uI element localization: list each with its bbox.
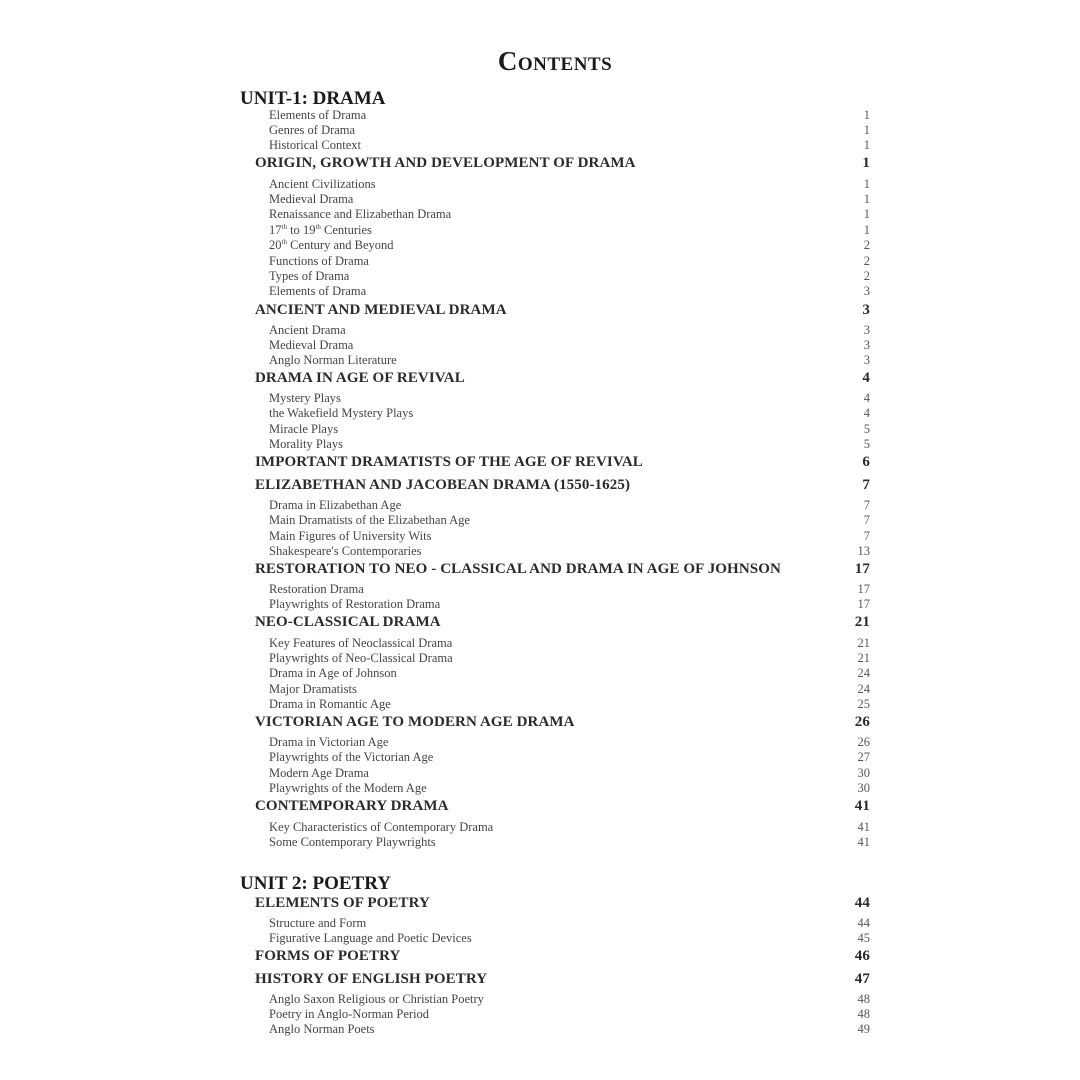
toc-item[interactable] [269, 697, 870, 712]
toc-entry-title: Drama in Victorian Age [269, 735, 389, 749]
toc-entry-title: CONTEMPORARY DRAMA [255, 798, 449, 814]
page-number: 21 [857, 651, 870, 665]
page-number: 13 [857, 544, 870, 558]
page-number: 24 [857, 666, 870, 680]
toc-entry-title: Drama in Age of Johnson [269, 666, 397, 680]
toc-entry-title: Morality Plays [269, 437, 343, 451]
page-number: 1 [863, 108, 870, 122]
unit-label: UNIT-1: DRAMA [240, 88, 386, 109]
page-number: 2 [863, 269, 870, 283]
page-number: 1 [863, 207, 870, 221]
toc-item[interactable] [269, 820, 870, 835]
page-number: 5 [863, 422, 870, 436]
toc-entry-title: Some Contemporary Playwrights [269, 835, 436, 849]
toc-entry-title: Medieval Drama [269, 192, 354, 206]
toc-item[interactable] [269, 207, 870, 222]
toc-entry-title: RESTORATION TO NEO - CLASSICAL AND DRAMA IN AGE OF JOHNSON [255, 561, 781, 577]
page-number: 46 [854, 948, 870, 964]
toc-entry-title: Figurative Language and Poetic Devices [269, 931, 472, 945]
toc-entry-title: ORIGIN, GROWTH AND DEVELOPMENT OF DRAMA [255, 155, 636, 171]
toc-item[interactable] [269, 597, 870, 612]
toc-item[interactable] [269, 437, 870, 452]
page-number: 4 [863, 406, 870, 420]
toc-entry-title: ELIZABETHAN AND JACOBEAN DRAMA (1550-1625) [255, 477, 631, 493]
toc-entry-title: Renaissance and Elizabethan Drama [269, 207, 452, 221]
toc-entry-title: Functions of Drama [269, 254, 369, 268]
unit-label: UNIT 2: POETRY [240, 873, 391, 894]
page-number: 3 [863, 323, 870, 337]
page-number: 27 [857, 750, 870, 764]
toc-item[interactable] [269, 666, 870, 681]
toc-entry-title: HISTORY OF ENGLISH POETRY [255, 971, 488, 987]
toc-item[interactable] [269, 138, 870, 153]
toc-entry-title: Playwrights of the Modern Age [269, 781, 427, 795]
toc-entry-title: Modern Age Drama [269, 766, 369, 780]
toc-entry-title: Anglo Norman Poets [269, 1022, 375, 1036]
toc-item[interactable] [269, 391, 870, 406]
toc-entry-title: Main Dramatists of the Elizabethan Age [269, 513, 470, 527]
unit-heading [240, 873, 870, 895]
page-number: 17 [854, 561, 870, 577]
toc-entry-title: Miracle Plays [269, 422, 339, 436]
toc-item[interactable] [269, 192, 870, 207]
toc-section[interactable] [255, 302, 870, 319]
page-number: 25 [857, 697, 870, 711]
toc-entry-title: Types of Drama [269, 269, 350, 283]
page-number: 4 [863, 391, 870, 405]
page-number: 7 [863, 513, 870, 527]
toc-item[interactable] [269, 750, 870, 765]
toc-entry-title: Main Figures of University Wits [269, 529, 432, 543]
toc-entry-title: IMPORTANT DRAMATISTS OF THE AGE OF REVIVAL [255, 454, 643, 470]
page-number: 3 [862, 302, 870, 318]
toc-item[interactable] [269, 1007, 870, 1022]
toc-entry-title: 17th to 19th Centuries [269, 222, 372, 237]
toc-item[interactable] [269, 353, 870, 368]
toc-section[interactable] [255, 454, 870, 471]
page-number: 1 [863, 138, 870, 152]
unit-heading [240, 88, 870, 110]
toc-entry-title: Genres of Drama [269, 123, 356, 137]
page-number: 26 [854, 714, 870, 730]
toc-entry-title: Ancient Civilizations [269, 177, 376, 191]
toc-item[interactable] [269, 422, 870, 437]
page-number: 7 [863, 498, 870, 512]
toc-entry-title: FORMS OF POETRY [255, 948, 401, 964]
toc-entry-title: Anglo Saxon Religious or Christian Poetry [269, 992, 484, 1006]
page-number: 45 [857, 931, 870, 945]
toc-section[interactable] [255, 895, 870, 912]
page-number: 41 [857, 820, 870, 834]
toc-entry-title: Medieval Drama [269, 338, 354, 352]
toc-entry-title: Playwrights of Neo-Classical Drama [269, 651, 453, 665]
toc-entry-title: Anglo Norman Literature [269, 353, 397, 367]
toc-section[interactable] [255, 477, 870, 494]
toc-entry-title: 20th Century and Beyond [269, 237, 394, 252]
page-number: 1 [863, 223, 870, 237]
toc-item[interactable] [269, 992, 870, 1007]
toc-section[interactable] [255, 614, 870, 631]
page-number: 30 [857, 781, 870, 795]
page-number: 17 [857, 582, 870, 596]
page-number: 21 [854, 614, 870, 630]
page-number: 5 [863, 437, 870, 451]
toc-entry-title: Elements of Drama [269, 284, 367, 298]
page-number: 47 [854, 971, 870, 987]
toc-section[interactable] [255, 370, 870, 387]
toc-entry-title: Shakespeare's Contemporaries [269, 544, 422, 558]
toc-item[interactable] [269, 735, 870, 750]
toc-item[interactable] [269, 529, 870, 544]
toc-item[interactable] [269, 582, 870, 597]
toc-entry-title: Structure and Form [269, 916, 367, 930]
page-number: 48 [857, 1007, 870, 1021]
toc-item[interactable] [269, 223, 870, 238]
page-number: 1 [863, 123, 870, 137]
toc-section[interactable] [255, 714, 870, 731]
page-title: Contents [497, 46, 613, 76]
toc-item[interactable] [269, 323, 870, 338]
page-number: 44 [857, 916, 870, 930]
toc-entry-title: Poetry in Anglo-Norman Period [269, 1007, 430, 1021]
toc-section[interactable] [255, 798, 870, 815]
toc-item[interactable] [269, 498, 870, 513]
toc-entry-title: Elements of Drama [269, 108, 367, 122]
page-number: 44 [854, 895, 870, 911]
page-number: 17 [857, 597, 870, 611]
page-number: 4 [862, 370, 870, 386]
toc-section[interactable] [255, 561, 870, 578]
toc-entry-title: NEO-CLASSICAL DRAMA [255, 614, 441, 630]
page-number: 21 [857, 636, 870, 650]
toc-item[interactable] [269, 238, 870, 253]
toc-item[interactable] [269, 254, 870, 269]
page-number: 1 [863, 177, 870, 191]
page-number: 3 [863, 353, 870, 367]
page-number: 2 [863, 238, 870, 252]
page-number: 7 [862, 477, 870, 493]
toc-item[interactable] [269, 108, 870, 123]
toc-item[interactable] [269, 284, 870, 299]
toc-entry-title: Restoration Drama [269, 582, 364, 596]
toc-item[interactable] [269, 513, 870, 528]
toc-item[interactable] [269, 338, 870, 353]
toc-section[interactable] [255, 948, 870, 965]
toc-item[interactable] [269, 269, 870, 284]
page-number: 49 [857, 1022, 870, 1036]
toc-item[interactable] [269, 682, 870, 697]
toc-entry-title: Drama in Romantic Age [269, 697, 391, 711]
toc-item[interactable] [269, 651, 870, 666]
toc-entry-title: ELEMENTS OF POETRY [255, 895, 430, 911]
toc-item[interactable] [269, 544, 870, 559]
toc-entry-title: Drama in Elizabethan Age [269, 498, 402, 512]
toc-entry-title: Key Features of Neoclassical Drama [269, 636, 453, 650]
toc-entry-title: Ancient Drama [269, 323, 346, 337]
toc-section[interactable] [255, 155, 870, 172]
page-number: 24 [857, 682, 870, 696]
page-number: 41 [857, 835, 870, 849]
toc-entry-title: the Wakefield Mystery Plays [269, 406, 414, 420]
toc-entry-title: VICTORIAN AGE TO MODERN AGE DRAMA [255, 714, 575, 730]
toc-item[interactable] [269, 123, 870, 138]
page-number: 1 [863, 192, 870, 206]
toc-item[interactable] [269, 636, 870, 651]
page-number: 3 [863, 284, 870, 298]
toc-entry-title: Key Characteristics of Contemporary Drama [269, 820, 494, 834]
page-number: 2 [863, 254, 870, 268]
toc-item[interactable] [269, 781, 870, 796]
page-number: 26 [857, 735, 870, 749]
toc-item[interactable] [269, 177, 870, 192]
toc-item[interactable] [269, 1022, 870, 1037]
toc-item[interactable] [269, 406, 870, 421]
page-number: 30 [857, 766, 870, 780]
toc-entry-title: Major Dramatists [269, 682, 357, 696]
toc-item[interactable] [269, 931, 870, 946]
toc-entry-title: ANCIENT AND MEDIEVAL DRAMA [255, 302, 507, 318]
toc-entry-title: Playwrights of Restoration Drama [269, 597, 441, 611]
toc-entry-title: DRAMA IN AGE OF REVIVAL [255, 370, 465, 386]
page-number: 1 [862, 155, 870, 171]
toc-item[interactable] [269, 766, 870, 781]
toc-entry-title: Mystery Plays [269, 391, 341, 405]
toc-entry-title: Playwrights of the Victorian Age [269, 750, 434, 764]
page-number: 48 [857, 992, 870, 1006]
page-number: 41 [854, 798, 870, 814]
toc-item[interactable] [269, 835, 870, 850]
page-number: 6 [862, 454, 870, 470]
toc-item[interactable] [269, 916, 870, 931]
toc-entry-title: Historical Context [269, 138, 361, 152]
toc-section[interactable] [255, 971, 870, 988]
page-number: 7 [863, 529, 870, 543]
page-number: 3 [863, 338, 870, 352]
